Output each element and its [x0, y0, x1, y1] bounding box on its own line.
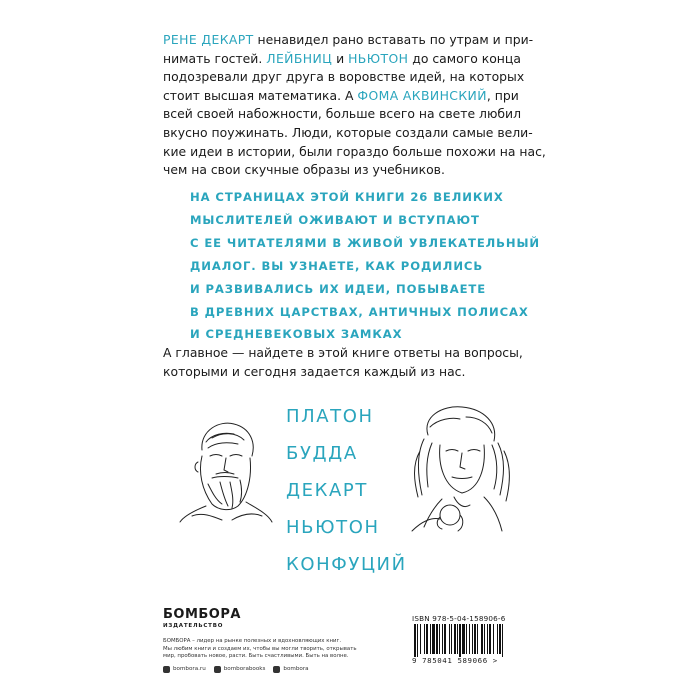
barcode-digits: 9 785041 589066 >: [412, 656, 498, 665]
plato-portrait-illustration: [172, 412, 276, 524]
social-link: [214, 666, 266, 673]
thinker-name: ПЛАТОН: [286, 406, 374, 427]
closing-paragraph: [163, 344, 543, 381]
intro-text: кие идеи в истории, были гораздо больше похожи на нас,: [163, 143, 546, 159]
quote-line: ДИАЛОГ. ВЫ УЗНАЕТЕ, КАК РОДИЛИСЬ: [190, 258, 484, 273]
intro-text: нимать гостей.: [163, 50, 267, 66]
intro-text: чем на свои скучные образы из учебников.: [163, 162, 445, 178]
thinkers-list: [286, 398, 426, 583]
intro-line: [163, 143, 546, 162]
publisher-desc-line: мир, пробовать новое, расти. Быть счастливыми. Быть на волне.: [163, 653, 349, 660]
intro-line: [163, 68, 543, 87]
social-label: bombora.ru: [173, 666, 206, 673]
barcode-block: [412, 614, 536, 668]
publisher-description: [163, 638, 393, 661]
social-label: bombora: [283, 666, 309, 673]
intro-text: до самого конца: [408, 50, 521, 66]
vk-icon: [214, 666, 221, 673]
social-link: [273, 666, 308, 673]
closing-line: которыми и сегодня задается каждый из нас.: [163, 363, 466, 379]
intro-line: [163, 31, 543, 50]
intro-line: [163, 105, 543, 124]
intro-text: ненавидел рано вставать по утрам и при-: [253, 32, 534, 47]
publisher-desc-line: Мы любим книги и создаем их, чтобы вы могли творить, открывать: [163, 645, 357, 652]
intro-text: , при: [486, 87, 519, 103]
intro-line: [163, 161, 543, 180]
quote-line: МЫСЛИТЕЛЕЙ ОЖИВАЮТ И ВСТУПАЮТ: [190, 212, 480, 227]
quote-line: И СРЕДНЕВЕКОВЫХ ЗАМКАХ: [190, 327, 403, 342]
globe-icon: [163, 666, 170, 673]
barcode-icon: [412, 624, 536, 657]
highlighted-name: РЕНЕ ДЕКАРТ: [163, 32, 254, 47]
highlight-quote: [190, 186, 541, 346]
intro-text: стоит высшая математика. А: [163, 87, 358, 103]
closing-line: А главное — найдете в этой книге ответы на вопросы,: [163, 345, 523, 360]
highlighted-name: НЬЮТОН: [348, 50, 409, 66]
publisher-logo: БОМБОРА: [163, 607, 241, 622]
isbn-text: ISBN 978-5-04-158906-6: [412, 614, 506, 623]
telegram-icon: [273, 666, 280, 673]
thinker-name: ДЕКАРТ: [286, 480, 368, 501]
quote-line: С ЕЕ ЧИТАТЕЛЯМИ В ЖИВОЙ УВЛЕКАТЕЛЬНЫЙ: [190, 235, 541, 250]
thinker-name: КОНФУЦИЙ: [286, 554, 407, 575]
intro-line: [163, 124, 543, 143]
intro-text: всей своей набожности, больше всего на свете любил: [163, 106, 521, 122]
publisher-block: [163, 607, 393, 673]
thinker-name: БУДДА: [286, 443, 358, 464]
quote-line: В ДРЕВНИХ ЦАРСТВАХ, АНТИЧНЫХ ПОЛИСАХ: [190, 304, 529, 319]
social-link: [163, 666, 206, 673]
intro-text: и: [332, 50, 349, 66]
intro-text: подозревали друг друга в воровстве идей, на которых: [163, 69, 525, 85]
social-label: bomborabooks: [223, 666, 266, 673]
thinker-name: НЬЮТОН: [286, 517, 380, 538]
intro-paragraph: [163, 31, 546, 180]
quote-line: И РАЗВИВАЛИСЬ ИХ ИДЕИ, ПОБЫВАЕТЕ: [190, 281, 487, 296]
quote-line: НА СТРАНИЦАХ ЭТОЙ КНИГИ 26 ВЕЛИКИХ: [190, 190, 504, 204]
highlighted-name: ЛЕЙБНИЦ: [266, 50, 333, 66]
intro-text: вкусно поужинать. Люди, которые создали самые вели-: [163, 124, 533, 140]
intro-line: [163, 87, 543, 106]
intro-line: [163, 50, 543, 69]
publisher-logo-subtitle: ИЗДАТЕЛЬСТВО: [163, 623, 224, 629]
publisher-desc-line: БОМБОРА – лидер на рынке полезных и вдохновляющих книг.: [163, 638, 342, 644]
highlighted-name: ФОМА АКВИНСКИЙ: [357, 87, 487, 103]
publisher-socials: [163, 666, 393, 673]
